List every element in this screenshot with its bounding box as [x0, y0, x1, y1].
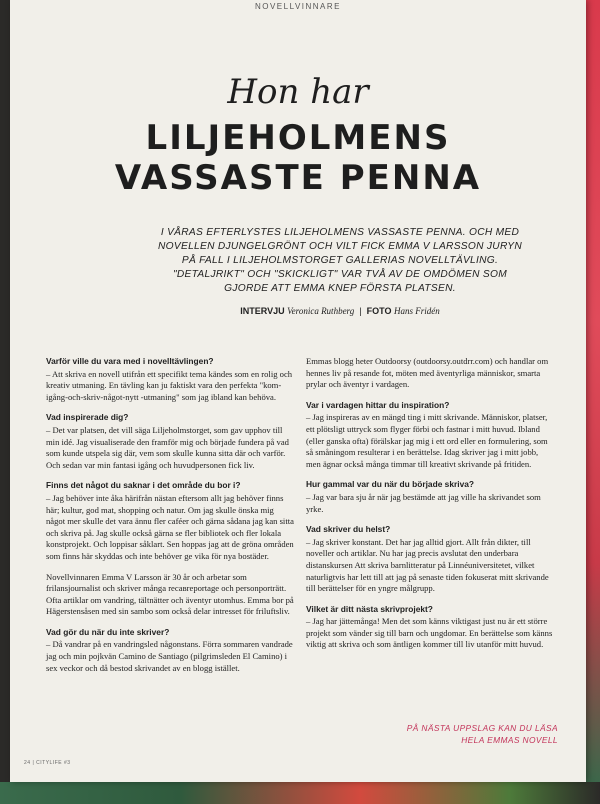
left-column	[46, 356, 294, 683]
question: Vad gör du när du inte skriver?	[46, 626, 170, 637]
photographer-name: Hans Fridén	[393, 306, 440, 316]
next-spread-callout	[388, 722, 558, 746]
answer: – Jag har jättemånga! Men det som känns viktigast just nu är ett större projekt som vänder sig till barn och ungdomar. En berättelse som känns viktig att skriva och som äntligen kommer till liv utanför mitt huvud.	[306, 616, 553, 650]
background-edge-right	[586, 0, 600, 804]
question: Vilket är ditt nästa skrivprojekt?	[306, 603, 433, 614]
callout-line-1: PÅ NÄSTA UPPSLAG KAN DU LÄSA	[406, 723, 558, 733]
answer: – Då vandrar på en vandringsled någonstans. Förra sommaren vandrade jag och min pojkvän Camino de Santiago (pilgrimsleden El Camino) i sex veckor och då bestod skrivandet av en blogg istället.	[46, 639, 293, 673]
answer: – Det var platsen, det vill säga Liljeholmstorget, som gav upphov till min idé. Jag visualiserade den framför mig och började fundera på vad som kunde utspela sig där, vem som skulle kunna sitta där och varför. Och sedan var min fantasi igång och huvudpersonen fick liv.	[46, 424, 289, 470]
question: Var i vardagen hittar du inspiration?	[306, 399, 450, 410]
answer: – Jag behöver inte åka härifrån nästan eftersom allt jag behöver finns här; kultur, god mat, shopping och natur. Om jag skulle önska mig något mer skulle det vara ännu fler caféer och gärna sådana jag kan sitta och skriva på. Jag skulle också gärna se fler bibliotek och fler lokala konstprojekt. Och loppisar såklart. Sen hoppas jag att de gröna områden som finns här skyddas och inte behöver ge vika för nya bostäder.	[46, 492, 294, 561]
page-folio: 24 | CITYLIFE #3	[24, 760, 71, 766]
interviewer-name: Veronica Ruthberg	[287, 306, 355, 316]
answer: – Jag inspireras av en mängd ting i mitt skrivande. Människor, platser, ett plötsligt uttryck som flyger förbi och fastnar i mitt huvud. Ibland (eller ganska ofta) förälskar jag mig i ett ord eller en formulering, som så småningom resulterar i en berättelse. Idag skriver jag i mitt jobb, men ägnar också många timmar till kreativt skrivande på fritiden.	[306, 412, 548, 469]
question: Hur gammal var du när du började skriva?	[306, 479, 475, 490]
interview-label: INTERVJU	[240, 306, 285, 316]
question: Finns det något du saknar i det område du bor i?	[46, 480, 241, 491]
question: Varför ville du vara med i novelltävlingen?	[46, 356, 214, 366]
byline	[150, 306, 530, 316]
callout-line-2: HELA EMMAS NOVELL	[461, 735, 558, 745]
byline-separator: |	[359, 306, 362, 316]
bio-paragraph: Novellvinnaren Emma V Larsson är 30 år och arbetar som frilansjournalist och skriver många reсавreportage och personporträtt. Ofta artiklar om vandring, tältnätter och äventyr utomhus. Emma bor på Hägerstensåsen med sin sambo som också delar intresset för friluftsliv.	[46, 571, 294, 617]
photo-label: FOTO	[366, 306, 392, 316]
headline-main	[10, 118, 586, 198]
answer: – Jag skriver konstant. Det har jag alltid gjort. Allt från dikter, till noveller och artiklar. Nu har jag precis avslutat den underbara distanskursen Att skriva barnlitteratur på Linnéuniversitetet, vilket naturligtvis har lett till att jag på senaste tiden fokuserat mitt skrivande till berättelser för en yngre målgrupp.	[306, 536, 549, 594]
question: Vad inspirerade dig?	[46, 412, 129, 423]
section-kicker: NOVELLVINNARE	[254, 2, 342, 11]
intro-paragraph: I VÅRAS EFTERLYSTES LILJEHOLMENS VASSASTE PENNA. OCH MED NOVELLEN DJUNGELGRÖNT OCH VILT FICK EMMA V LARSSON JURYN PÅ FALL I LILJEHOLMSTORGET GALLERIAS NOVELLTÄVLING. "DETALJRIKT" OCH "SKICKLIGT" VAR TVÅ AV DE OMDÖMEN SOM GJORDE ATT EMMA KNEP FÖRSTA PLATSEN.	[158, 227, 522, 294]
answer: – Att skriva en novell utifrån ett specifikt tema kändes som en rolig och kreativ utmaning. En tävling kan ju faktiskt vara den perfekta "kom-igång-och-skriv-något-nytt -utmaning" som jag ibland kan behöva.	[46, 368, 293, 402]
headline-line-2: VASSASTE PENNA	[114, 158, 482, 198]
magazine-page	[10, 0, 586, 782]
right-column	[306, 356, 554, 660]
blog-paragraph: Emmas blogg heter Outdoorsy (outdoorsy.outdrr.com) och handlar om hennes liv på resande fot, möten med äventyrliga människor, smarta prylar och äventyr i vardagen.	[306, 356, 549, 390]
headline-line-1: LILJEHOLMENS	[145, 118, 451, 158]
background-edge-bottom	[0, 782, 600, 804]
headline-italic: Hon har	[227, 72, 369, 112]
answer: – Jag var bara sju år när jag bestämde att jag ville ha skrivandet som yrke.	[306, 491, 541, 514]
question: Vad skriver du helst?	[306, 524, 391, 535]
